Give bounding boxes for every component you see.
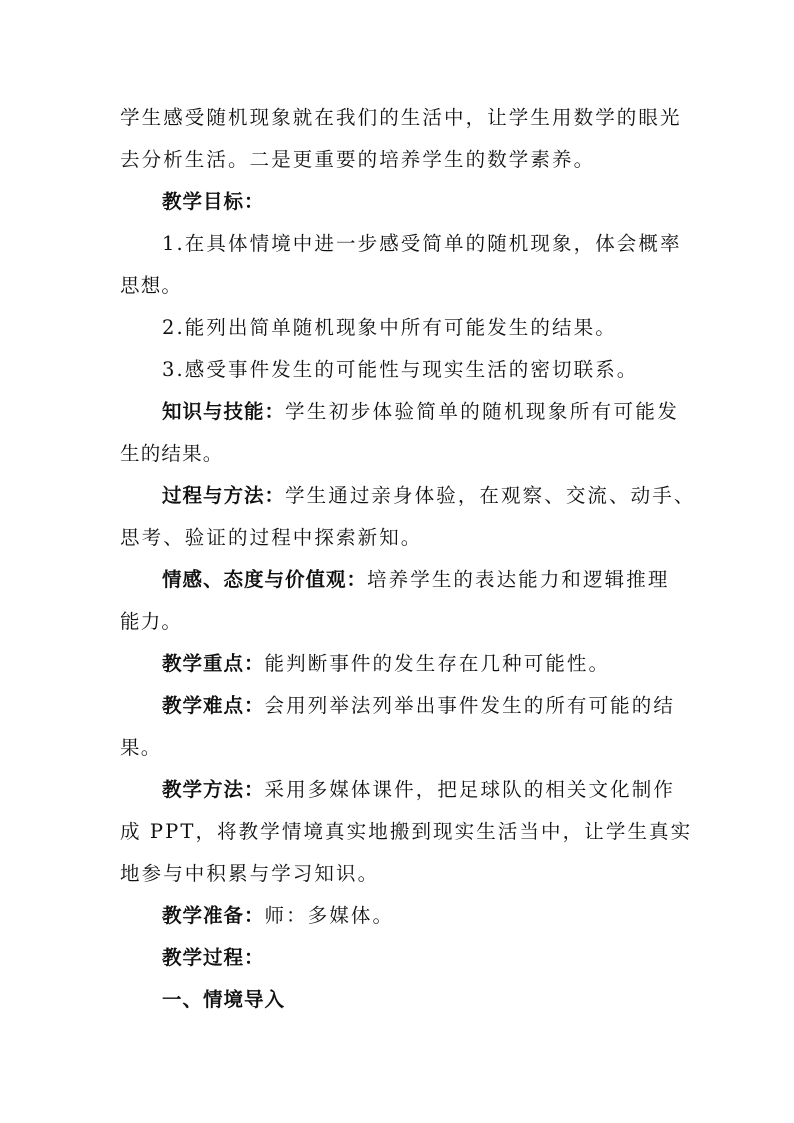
body-text: 培养学生的表达能力和逻辑推理 <box>367 568 670 591</box>
body-text: 去分析生活。二是更重要的培养学生的数学素养。 <box>120 148 596 171</box>
inline-heading: 过程与方法： <box>162 484 286 507</box>
section-heading <box>162 940 682 976</box>
body-text: 学生通过亲身体验，在观察、交流、动手、 <box>285 484 696 507</box>
paragraph-line <box>162 310 682 346</box>
paragraph-line <box>120 814 693 850</box>
paragraph-line <box>120 604 680 640</box>
body-text: 采用多媒体课件，把足球队的相关文化制作 <box>264 778 675 801</box>
paragraph-line <box>120 856 680 892</box>
body-text: 思考、验证的过程中探索新知。 <box>120 526 423 549</box>
paragraph-line <box>162 688 682 724</box>
inline-heading: 教学难点： <box>162 694 265 717</box>
paragraph-line <box>162 394 682 430</box>
paragraph-line <box>120 520 680 556</box>
paragraph-line <box>120 268 680 304</box>
body-text: 3.感受事件发生的可能性与现实生活的密切联系。 <box>162 358 639 381</box>
body-text: 果。 <box>120 736 162 759</box>
body-text: 地参与中积累与学习知识。 <box>120 862 380 885</box>
inline-heading: 情感、态度与价值观： <box>162 568 368 591</box>
body-text: 1.在具体情境中进一步感受简单的随机现象，体会概率 <box>162 232 682 255</box>
paragraph-line <box>162 646 682 682</box>
inline-heading: 教学重点： <box>162 652 265 675</box>
paragraph-line <box>120 142 680 178</box>
body-text: 2.能列出简单随机现象中所有可能发生的结果。 <box>162 316 617 339</box>
heading-text: 一、情境导入 <box>162 988 286 1011</box>
body-text: 成 PPT，将教学情境真实地搬到现实生活当中，让学生真实 <box>120 820 693 843</box>
body-text: 思想。 <box>120 274 183 297</box>
body-text: 师：多媒体。 <box>264 904 395 927</box>
paragraph-line <box>120 436 680 472</box>
paragraph-line <box>162 898 682 934</box>
paragraph-line <box>162 562 682 598</box>
body-text: 能力。 <box>120 610 183 633</box>
section-heading <box>162 184 682 220</box>
body-text: 学生初步体验简单的随机现象所有可能发 <box>285 400 680 423</box>
inline-heading: 教学方法： <box>162 778 265 801</box>
inline-heading: 教学准备： <box>162 904 265 927</box>
body-text: 会用列举法列举出事件发生的所有可能的结 <box>264 694 675 717</box>
paragraph-line <box>162 772 682 808</box>
body-text: 能判断事件的发生存在几种可能性。 <box>264 652 611 675</box>
paragraph-line <box>162 226 682 262</box>
body-text: 学生感受随机现象就在我们的生活中，让学生用数学的眼光 <box>120 106 682 129</box>
paragraph-line <box>120 730 680 766</box>
heading-text: 教学目标： <box>162 190 265 213</box>
paragraph-line <box>120 100 680 136</box>
heading-text: 教学过程： <box>162 946 265 969</box>
section-heading <box>162 982 682 1018</box>
paragraph-line <box>162 352 682 388</box>
paragraph-line <box>162 478 696 514</box>
body-text: 生的结果。 <box>120 442 224 465</box>
inline-heading: 知识与技能： <box>162 400 286 423</box>
